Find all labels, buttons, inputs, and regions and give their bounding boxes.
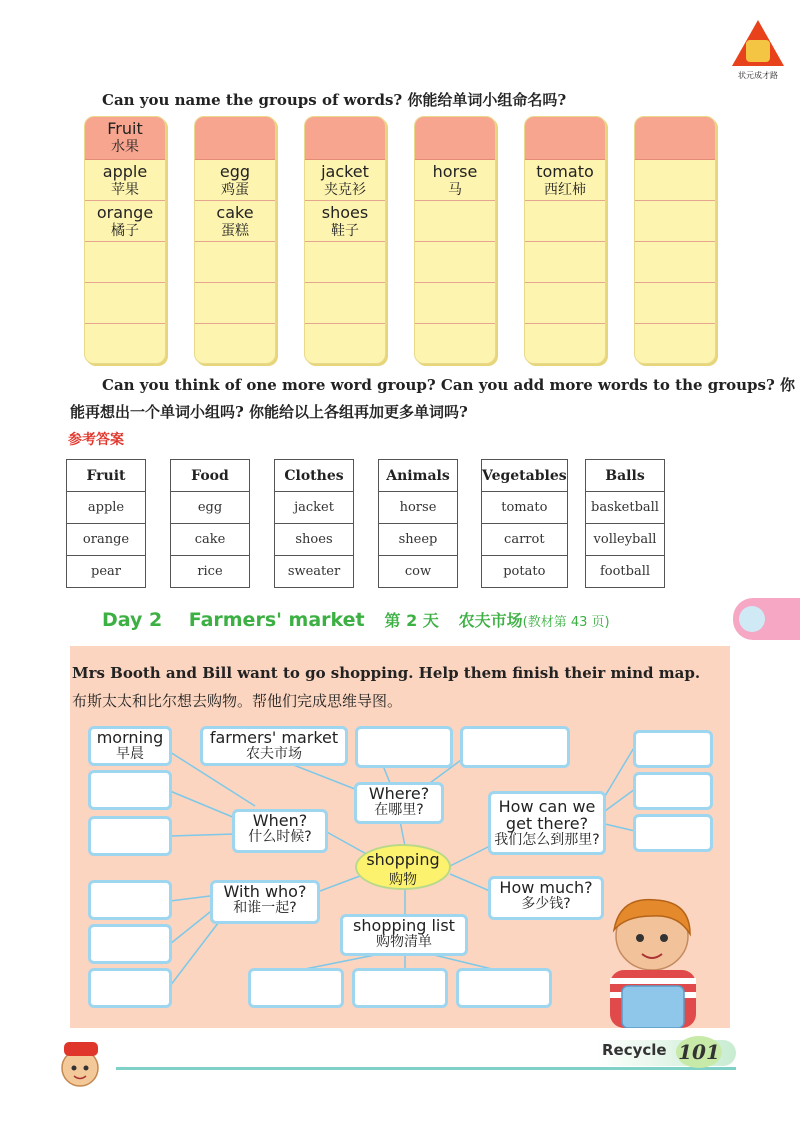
how-much-en: How much?	[499, 878, 593, 897]
answer-blank-box[interactable]	[633, 730, 713, 768]
mind-map-instruction-cn: 布斯太太和比尔想去购物。帮他们完成思维导图。	[72, 692, 403, 710]
word-row[interactable]	[305, 242, 385, 283]
shirt-stripe	[610, 978, 696, 984]
word-row[interactable]	[195, 283, 275, 324]
answer-table-cell: rice	[171, 556, 250, 588]
word-row[interactable]	[415, 283, 495, 324]
connector-line	[170, 834, 235, 836]
word-en: jacket	[321, 162, 369, 181]
answer-table-cell: shoes	[275, 524, 354, 556]
with-who-en: With who?	[223, 882, 307, 901]
center-shopping-node	[355, 844, 451, 890]
answer-table-header: Animals	[379, 460, 458, 492]
answer-table-cell: egg	[171, 492, 250, 524]
word-group-column	[634, 116, 716, 364]
connector-line	[400, 821, 405, 846]
morning-en: morning	[96, 728, 164, 747]
answer-table-cell: sweater	[275, 556, 354, 588]
word-group-column	[524, 116, 606, 364]
answer-table	[378, 459, 458, 588]
when-cn: 什么时候?	[248, 829, 312, 845]
word-row[interactable]	[85, 242, 165, 283]
word-row[interactable]	[525, 242, 605, 283]
connector-line	[605, 746, 635, 796]
boy-eye	[660, 934, 668, 942]
connector-line	[320, 876, 360, 891]
column-heading[interactable]	[635, 117, 715, 160]
answer-blank-box[interactable]	[352, 968, 448, 1008]
answer-table-header: Clothes	[275, 460, 354, 492]
day-label-cn: 第 2 天	[384, 611, 439, 630]
word-row[interactable]	[85, 324, 165, 364]
boy-overalls	[622, 986, 684, 1028]
word-row[interactable]	[635, 160, 715, 201]
word-row[interactable]	[85, 160, 165, 201]
when-box	[232, 809, 328, 853]
word-en: tomato	[536, 162, 594, 181]
answer-blank-box[interactable]	[460, 726, 570, 768]
mascot-eye	[84, 1066, 89, 1071]
word-row[interactable]	[305, 201, 385, 242]
section-label: Recycle	[602, 1041, 667, 1059]
farmers-market-cn: 农夫市场	[246, 746, 302, 762]
word-row[interactable]	[635, 242, 715, 283]
publisher-logo	[728, 20, 788, 86]
boy-illustration	[590, 894, 730, 1028]
answer-table-cell: pear	[67, 556, 146, 588]
answer-blank-box[interactable]	[88, 770, 172, 810]
word-row[interactable]	[195, 242, 275, 283]
how-get-there-box	[488, 791, 606, 855]
connector-line	[450, 874, 490, 891]
where-cn: 在哪里?	[374, 802, 424, 818]
word-row[interactable]	[85, 201, 165, 242]
word-en: horse	[432, 162, 478, 181]
word-cn: 橘子	[111, 223, 139, 239]
word-row[interactable]	[305, 324, 385, 364]
answer-blank-box[interactable]	[355, 726, 453, 768]
word-cn: 鞋子	[331, 223, 359, 239]
mascot-eye	[72, 1066, 77, 1071]
where-en: Where?	[368, 784, 430, 803]
farmers-market-en: farmers' market	[209, 728, 339, 747]
day-title-en: Farmers' market	[188, 609, 365, 631]
connector-line	[170, 791, 235, 818]
word-cn: 马	[448, 182, 462, 198]
with-who-box	[210, 880, 320, 924]
textbook-page-ref: (教材第 43 页)	[522, 615, 610, 630]
column-heading-cn: 水果	[111, 139, 139, 155]
word-row[interactable]	[635, 201, 715, 242]
connector-line	[450, 846, 490, 866]
column-heading-en	[305, 117, 385, 120]
answer-table-header: Vegetables	[482, 460, 568, 492]
when-en: When?	[252, 811, 308, 830]
answer-table	[585, 459, 665, 588]
question-2-line-1: Can you think of one more word group? Can you add more words to the groups? 你	[102, 376, 795, 394]
answer-table-cell: cake	[171, 524, 250, 556]
column-heading-en	[415, 117, 495, 120]
word-row[interactable]	[415, 160, 495, 201]
column-heading[interactable]	[195, 117, 275, 160]
answer-table-header: Fruit	[67, 460, 146, 492]
question-2-line-2: 能再想出一个单词小组吗? 你能给以上各组再加更多单词吗?	[70, 403, 468, 421]
column-heading-en	[635, 117, 715, 120]
word-en: orange	[96, 203, 154, 222]
shopping-list-cn: 购物清单	[376, 934, 432, 950]
word-row[interactable]	[525, 283, 605, 324]
how-get-en-1: How can we	[498, 797, 596, 816]
word-en: apple	[102, 162, 148, 181]
word-cn: 蛋糕	[221, 223, 249, 239]
answer-table-header: Balls	[586, 460, 665, 492]
answer-blank-box[interactable]	[88, 880, 172, 920]
answer-table	[481, 459, 568, 588]
column-heading-en	[525, 117, 605, 120]
word-group-column	[414, 116, 496, 364]
mascot-hat	[64, 1042, 98, 1056]
column-heading[interactable]	[415, 117, 495, 160]
face-icon	[739, 606, 765, 632]
answer-key-label: 参考答案	[68, 432, 124, 448]
answer-blank-box[interactable]	[248, 968, 344, 1008]
word-row[interactable]	[305, 283, 385, 324]
answer-table-cell: tomato	[482, 492, 568, 524]
connector-line	[170, 896, 210, 901]
answer-table-cell: sheep	[379, 524, 458, 556]
word-row[interactable]	[635, 324, 715, 364]
word-cn: 夹克衫	[324, 182, 366, 198]
answer-table-cell: carrot	[482, 524, 568, 556]
connector-line	[170, 914, 225, 986]
word-group-column	[304, 116, 386, 364]
answer-blank-box[interactable]	[88, 924, 172, 964]
day-title-cn: 农夫市场	[458, 611, 523, 630]
morning-cn: 早晨	[116, 746, 144, 762]
column-heading[interactable]	[525, 117, 605, 160]
mascot-illustration	[52, 1038, 110, 1094]
answer-table-cell: apple	[67, 492, 146, 524]
word-row[interactable]	[85, 283, 165, 324]
how-get-en-2: get there?	[505, 814, 589, 833]
how-much-box	[488, 876, 604, 920]
connector-line	[605, 789, 635, 811]
word-cn: 鸡蛋	[221, 182, 249, 198]
answer-blank-box[interactable]	[633, 814, 713, 852]
word-row[interactable]	[305, 160, 385, 201]
boy-eye	[636, 934, 644, 942]
word-en: egg	[219, 162, 251, 181]
word-row[interactable]	[415, 242, 495, 283]
column-heading-en: Fruit	[107, 119, 143, 138]
logo-text: 状元成才路	[738, 71, 778, 80]
word-en: cake	[216, 203, 254, 222]
side-tab	[733, 598, 800, 640]
word-row[interactable]	[195, 201, 275, 242]
word-row[interactable]	[415, 201, 495, 242]
how-much-cn: 多少钱?	[521, 896, 571, 912]
footer-line	[116, 1067, 736, 1070]
where-box	[354, 782, 444, 824]
answer-table-cell: horse	[379, 492, 458, 524]
column-heading[interactable]	[305, 117, 385, 160]
shopping-list-box	[340, 914, 468, 956]
word-row[interactable]	[195, 160, 275, 201]
shopping-list-en: shopping list	[353, 916, 455, 935]
answer-table	[170, 459, 250, 588]
answer-table-cell: basketball	[586, 492, 665, 524]
word-cn: 苹果	[111, 182, 139, 198]
day-header	[102, 608, 610, 631]
mind-map-instruction-en: Mrs Booth and Bill want to go shopping. Help them finish their mind map.	[72, 664, 701, 682]
word-row[interactable]	[525, 160, 605, 201]
answer-table-cell: cow	[379, 556, 458, 588]
word-row[interactable]	[195, 324, 275, 364]
word-group-column	[84, 116, 166, 364]
how-get-cn: 我们怎么到那里?	[494, 832, 600, 848]
question-1: Can you name the groups of words? 你能给单词小组命名吗?	[102, 91, 567, 109]
farmers-market-box	[200, 726, 348, 766]
answer-table	[66, 459, 146, 588]
day-label: Day 2	[102, 609, 163, 631]
word-row[interactable]	[525, 324, 605, 364]
answer-table-cell: football	[586, 556, 665, 588]
answer-table	[274, 459, 354, 588]
answer-table-cell: jacket	[275, 492, 354, 524]
mind-map-panel	[70, 646, 730, 1028]
word-group-column	[194, 116, 276, 364]
column-heading[interactable]	[85, 117, 165, 160]
answer-table-cell: volleyball	[586, 524, 665, 556]
center-en: shopping	[366, 850, 440, 869]
morning-box	[88, 726, 172, 766]
answer-table-cell: orange	[67, 524, 146, 556]
with-who-cn: 和谁一起?	[233, 900, 297, 916]
answer-blank-box[interactable]	[456, 968, 552, 1008]
word-cn: 西红柿	[544, 182, 586, 198]
page-number: 101	[676, 1036, 722, 1068]
word-row[interactable]	[415, 324, 495, 364]
connector-line	[170, 908, 215, 944]
word-row[interactable]	[635, 283, 715, 324]
answer-blank-box[interactable]	[88, 816, 172, 856]
answer-blank-box[interactable]	[633, 772, 713, 810]
answer-table-header: Food	[171, 460, 250, 492]
answer-blank-box[interactable]	[88, 968, 172, 1008]
answer-table-cell: potato	[482, 556, 568, 588]
connector-line	[605, 824, 635, 831]
column-heading-en	[195, 117, 275, 120]
word-row[interactable]	[525, 201, 605, 242]
word-en: shoes	[321, 203, 369, 222]
logo-emblem-icon	[746, 40, 770, 62]
center-cn: 购物	[389, 872, 417, 888]
